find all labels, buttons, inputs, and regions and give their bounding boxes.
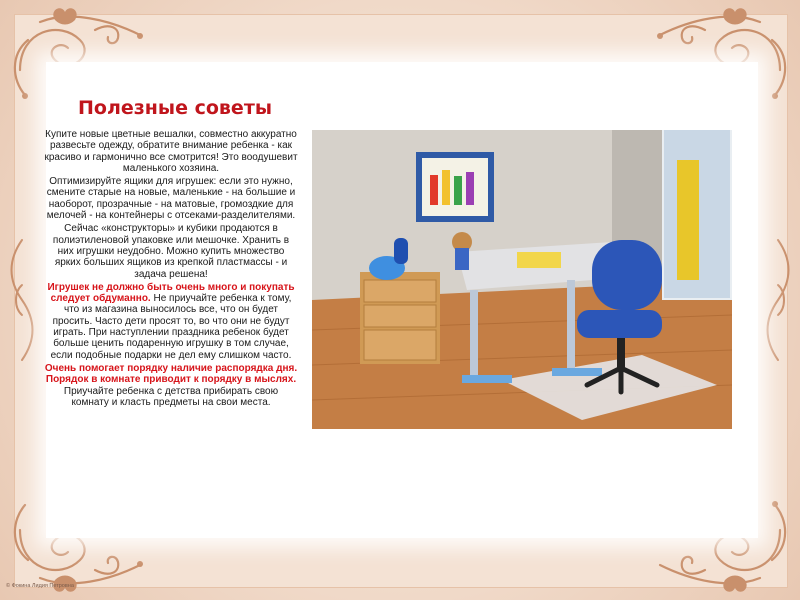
- highlight-text: Игрушек не должно быть очень много и покупать следует обдуманно.: [47, 281, 295, 305]
- advice-paragraph: [44, 129, 298, 174]
- side-ornament-right: [760, 230, 800, 370]
- page-title: Полезные советы: [77, 97, 273, 119]
- highlight-text: Очень помогает порядку наличие распорядка дня. Порядок в комнате приводит к порядку в мыслях.: [44, 362, 298, 386]
- body-text: Приучайте ребенка с детства прибирать свою комнату и класть предметы на свои места.: [63, 385, 279, 408]
- side-ornament-left: [0, 230, 40, 370]
- advice-paragraph: [44, 282, 298, 361]
- body-text: Оптимизируйте ящики для игрушек: если это нужно, смените старые на новые, маленькие - на большие и наоборот, прозрачные - на матовые, громоздкие для мелочей - на контейнеры с отсеками-разделителями.: [46, 176, 296, 222]
- body-text: Купите новые цветные вешалки, совместно аккуратно развесьте одежду, обратите внимание ребенка - как красиво и гармонично все смотрится! Это воодушевит маленького хозяина.: [44, 129, 298, 174]
- body-text: Не приучайте ребенка к тому, что из магазина выносилось все, что он будет просить. Часто дети просят то, во что они не будут играть. При наступлении праздника ребенок будет больше ценить подаренную игрушку в том случае, если подобные подарки не дел ему слишком часто.: [50, 293, 292, 361]
- advice-paragraph: [44, 363, 298, 408]
- advice-text: [44, 129, 298, 410]
- advice-paragraph: [44, 223, 298, 279]
- children-desk-room-photo: [312, 130, 732, 429]
- body-text: Сейчас «конструкторы» и кубики продаются в полиэтиленовой упаковке или мешочке. Хранить в них игрушки неудобно. Можно купить множество ярких больших ящиков из крепкой пластмассы - и задача решена!: [52, 223, 290, 280]
- advice-paragraph: [44, 176, 298, 221]
- author-credit: © Фокина Лидия Петровна: [6, 583, 74, 589]
